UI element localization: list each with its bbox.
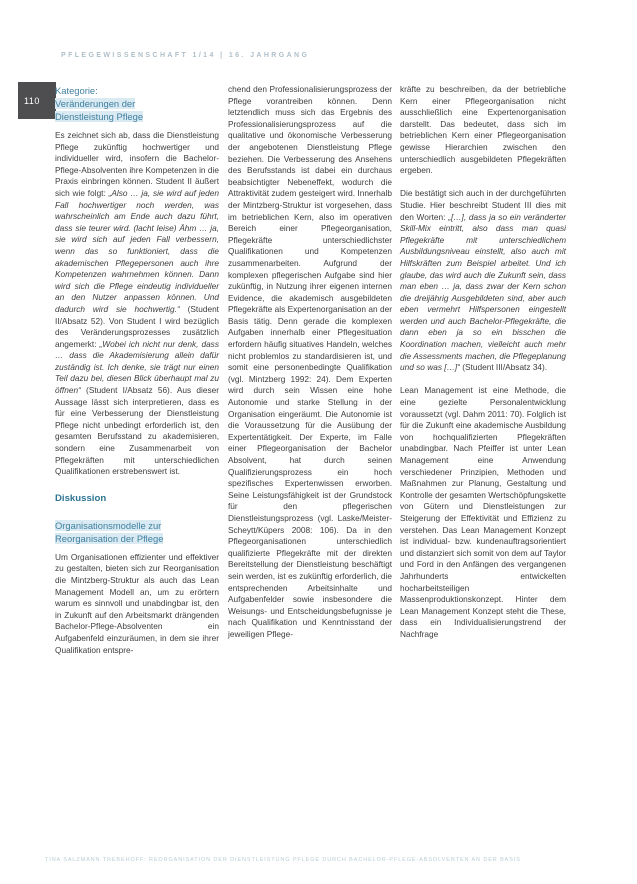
- section-subheading-line-1: Organisationsmodelle zur: [55, 519, 162, 531]
- discussion-heading: Diskussion: [55, 492, 107, 504]
- category-heading-line-3: Dienstleistung Pflege: [55, 111, 144, 122]
- page-number: 110: [24, 95, 40, 106]
- category-heading: [55, 84, 219, 123]
- column-right: [400, 84, 566, 641]
- page-number-badge: [18, 82, 56, 119]
- category-heading-line-2: Veränderungen der: [55, 98, 136, 109]
- body-paragraph: chend den Professionalisierungsprozess der Pflege vorantreiben können. Denn letztendlich muss sich das Ergebnis des Professionalisierungsprozess auf die qualitative und ökonomische Verbesserung der angebotenen Dienstleistung Pflege beziehen. Die Verbesserung des Ansehens des Berufsstands ist dabei ein durchaus beabsichtigter Nebeneffekt, wodurch die Attraktivität zudem gesteigert wird. Innerhalb der Mintzberg-Struktur ist vorgesehen, dass im betrieblichen Kern, also im operativen Bereich einer Pflegeorganisation, Pflegekräfte unterschiedlichster Qualifikationen und Kompetenzen zusammenarbeiten. Aufgrund der komplexen pflegerischen Aufgabe sind hier zukünftig, in Nutzung ihrer eigenen internen Evidence, die akademisch ausgebildeten Pflegekräfte als Expertenorganisation an der Basis tätig. Denn gerade die komplexen Aufgaben innerhalb einer Pflegesituation erfordern häufig situatives Handeln, welches nicht problemlos zu standardisieren ist, und somit eine personenbedingte Qualifikation (vgl. Mintzberg 1992: 24). Dem Experten wird durch sein Wissen eine hohe Autonomie und starke Stellung in der Organisation eingeräumt. Die Autonomie ist die Voraussetzung für die Ausübung der Expertentätigkeit. Der Experte, im Falle einer Pflegeorganisation der Bachelor Absolvent, hat durch seinen Qualifizierungsprozess ein hoch spezifisches Expertenwissen erworben. Seine Leistungsfähigkeit ist der Grundstock für den pflegerischen Dienstleistungsprozess (vgl. Laske/Meister-Scheytt/Küpers 2008: 106). Da in den Pflegeorganisationen unterschiedlich qualifizierte Pflegekräfte mit der direkten Bereitstellung der Dienstleistung beschäftigt sein werden, ist es zukünftig erforderlich, die entsprechenden Arbeitsinhalte und Aufgabenfelder sowie insbesondere die Weisungs- und Entscheidungsbefugnisse je nach Qualifikation und Kenntnisstand der jeweiligen Pflege-: [228, 84, 392, 639]
- section-subheading-line-2: Reorganisation der Pflege: [55, 532, 164, 544]
- section-subheading: [55, 519, 219, 545]
- body-paragraph: Es zeichnet sich ab, dass die Dienstleistung Pflege zukünftig hochwertiger und individueller wird, insofern die Bachelor-Pflege-Absolventen ihre Kompetenzen in die Praxis einbringen können. Student II äußert sich wie folgt: „Also … ja, sie wird auf jeden Fall hochwertiger noch werden, was wahrscheinlich am Ende auch dazu führt, dass sie teurer wird. (lacht leise) Ähm … ja, sie wird sich auf jeden Fall verbessern, wenn das so funktioniert, dass die akademischen Pflegepersonen auch ihre Kompetenzen wahrnehmen können. Dann wird sich die Pflege eindeutig individueller an den Nutzer anpassen können. Und dadurch wird sie hochwertig.“ (Student II/Absatz 52). Von Student I wird bezüglich des Veränderungsprozesses zusätzlich angemerkt: „Wobei ich nicht nur denk, dass … dass die Akademisierung allein dafür zuständig ist. Ich denke, sie trägt nur einen Teil dazu bei, diesen Blick überhaupt mal zu öffnen“ (Student I/Absatz 56). Aus dieser Aussage lässt sich interpretieren, dass es für eine Verbesserung der Dienstleistung Pflege nicht unbedingt erforderlich ist, den gesamten Berufsstand zu akademisieren, sondern eine Zusammenarbeit von Pflegekräften mit unterschiedlichen Qualifikationen erstrebenswert ist.: [55, 130, 219, 477]
- column-left: [55, 84, 219, 656]
- body-paragraph: Lean Management ist eine Methode, die eine gezielte Personalentwicklung voraussetzt (vgl. Dahm 2011: 70). Folglich ist für die Zukunft eine akademische Ausbildung von hochqualifizierten Pflegekräften unabdingbar. Nach Pfeiffer ist unter Lean Management eine Anwendung verschiedener Prinzipien, Methoden und Maßnahmen zur Planung, Gestaltung und Kontrolle der gesamten Wertschöpfungskette von Gütern und Dienstleistungen zur Steigerung der Effektivität und Effizienz zu verstehen. Das Lean Management Konzept ist individual- bzw. kundenauftragsorientiert und distanziert sich somit von dem auf Taylor und Ford in den Anfängen des vergangenen Jahrhunderts entwickelten hocharbeitsteiligen Massenproduktionskonzept. Hinter dem Lean Management Konzept steht die These, dass ein Individualisierungstrend der Nachfrage: [400, 385, 566, 639]
- journal-header: PFLEGEWISSENSCHAFT 1/14 | 16. JAHRGANG: [61, 52, 310, 59]
- body-paragraph: Die bestätigt sich auch in der durchgeführten Studie. Hier beschreibt Student III dies mit den Worten: „[…], dass ja so ein veränderter Skill-Mix eintritt, also dass man quasi Pflegekräfte mit unterschiedlichem Ausbildungsniveau einstellt, also auch mit Hilfskräften zum Beispiel arbeitet. Und ich glaube, das wird auch die Zukunft sein, dass man eben … ja, dass zwar der Kern schon die dreijährig Ausgebildeten sind, aber auch eben vermehrt Hilfspersonen eingestellt werden und auch Bachelor-Pflegekräfte, die dann eben ja so ein bisschen die Koordination machen, vielleicht auch mehr die Assessments machen, die Pflegeplanung und so was […]“ (Student III/Absatz 34).: [400, 188, 566, 373]
- running-footer: TINA SALZMANN TREBEHOFF: REORGANISATION DER DIENSTLEISTUNG PFLEGE DURCH BACHELOR-PFLEGE-ABSOLVENTEN AN DER BASIS: [45, 857, 521, 863]
- category-heading-line-1: Kategorie:: [55, 85, 98, 96]
- body-paragraph: Um Organisationen effizienter und effektiver zu gestalten, bieten sich zur Reorganisation die Mintzberg-Struktur als auch das Lean Management Modell an, um zu erörtern warum es sinnvoll und unabdingbar ist, den in Zukunft auf den Arbeitsmarkt drängenden Bachelor-Pflege-Absolventen ein Aufgabenfeld einzuräumen, in dem sie ihrer Qualifikation entspre-: [55, 551, 219, 655]
- body-paragraph: kräfte zu beschreiben, da der betriebliche Kern einer Pflegeorganisation nicht ausschließlich eine Expertenorganisation darstellt. Das bedeutet, dass sich im betrieblichen Kern einer Pflegeorganisation gewisse Hierarchien zwischen den unterschiedlich ausgebildeten Pflegekräften ergeben.: [400, 84, 566, 176]
- column-middle: [228, 84, 392, 641]
